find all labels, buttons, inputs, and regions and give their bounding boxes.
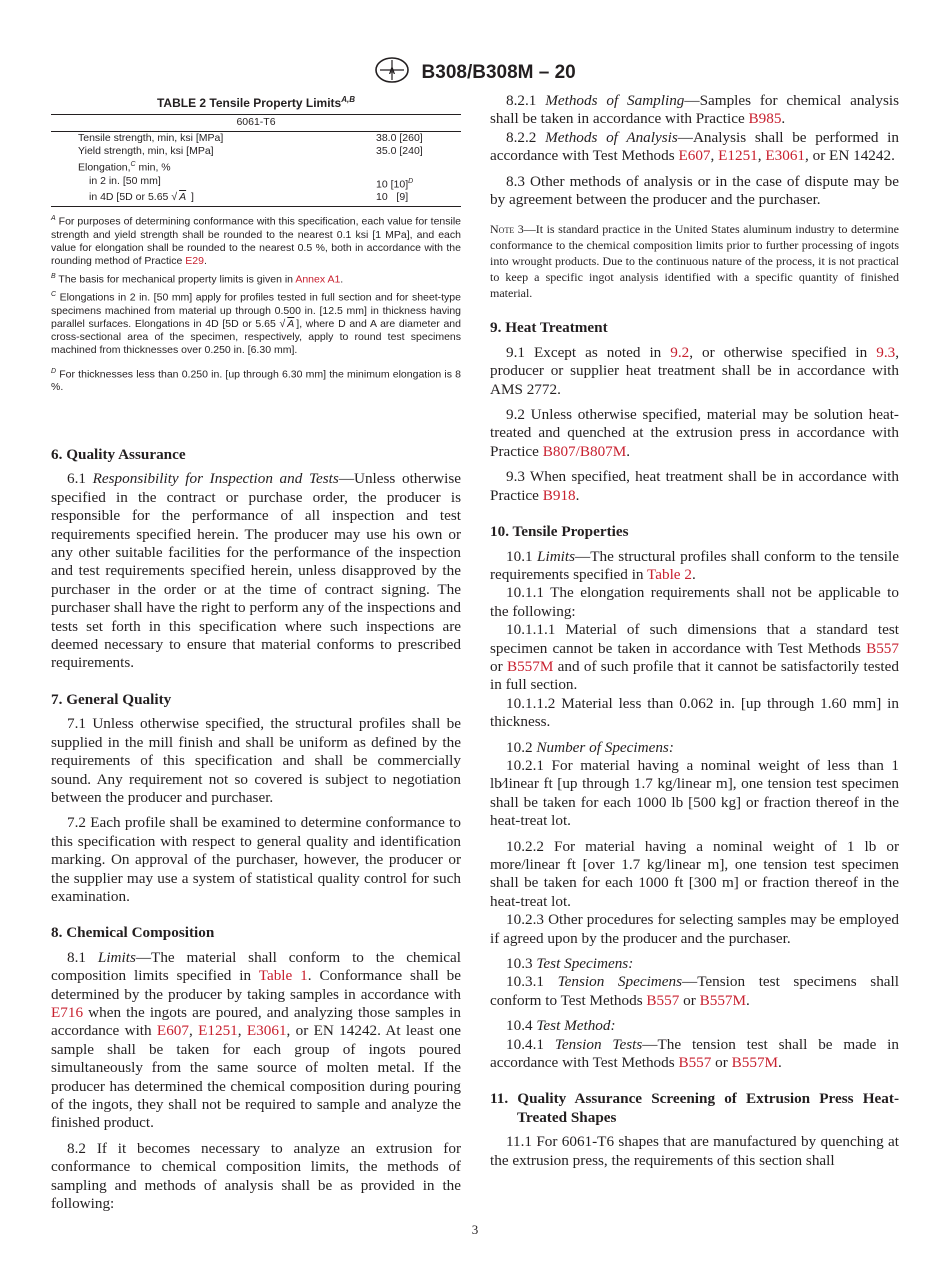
link-e1251[interactable]: E1251	[718, 147, 758, 165]
link-e716[interactable]: E716	[51, 1003, 84, 1021]
link-e607[interactable]: E607	[156, 1022, 189, 1040]
table-row: Tensile strength, min, ksi [MPa] 38.0 [260]	[78, 132, 423, 144]
paragraph-10-3: 10.3 Test Specimens:	[506, 955, 634, 973]
section-11-heading: 11. Quality Assurance Screening of Extrusion Press Heat-Treated Shapes	[490, 1090, 899, 1126]
link-e3061[interactable]: E3061	[765, 147, 806, 165]
link-e29[interactable]: E29	[185, 254, 204, 267]
table-row: Yield strength, min, ksi [MPa] 35.0 [240]	[78, 145, 423, 157]
link-b557[interactable]: B557	[866, 639, 899, 657]
link-9-2[interactable]: 9.2	[670, 343, 690, 361]
paragraph-8-2: 8.2 If it becomes necessary to analyze an extrusion for conformance to chemical composition limits, the methods of sampling and methods of analysis shall be as provided in the following:	[51, 1139, 461, 1213]
paragraph-9-2: 9.2 Unless otherwise specified, material may be solution heat-treated and quenched at the extrusion press in accordance with Practice B807/B807M.	[490, 406, 899, 460]
section-9-heading: 9. Heat Treatment	[490, 319, 608, 337]
paragraph-11-1: 11.1 For 6061-T6 shapes that are manufactured by quenching at the extrusion press, the requirements of this section shall	[490, 1133, 899, 1169]
link-b918[interactable]: B918	[542, 486, 576, 504]
left-column	[51, 92, 461, 1213]
link-b985[interactable]: B985	[748, 110, 782, 128]
paragraph-9-1: 9.1 Except as noted in 9.2, or otherwise specified in 9.3, producer or supplier heat treatment shall be in accordance with AMS 2772.	[490, 343, 899, 398]
section-6-heading: 6. Quality Assurance	[51, 446, 186, 463]
paragraph-8-3: 8.3 Other methods of analysis or in the case of dispute may be by agreement between the producer and the purchaser.	[490, 172, 899, 209]
paragraph-8-1: 8.1 Limits—The material shall conform to the chemical composition limits specified in Table 1. Conformance shall be determined by the producer by taking samples in accordance with E716 when the ingots are poured, and analyzing those samples in accordance with E607, E1251, E3061, or EN 14242. At least one sample shall be taken for each group of ingots poured simultaneously from the same source of molten metal. If the producer has determined the chemical composition during pouring of the ingots, they shall not be required to sample and analyze the finished product.	[51, 948, 462, 1132]
page-header	[0, 56, 950, 90]
link-annex-a1[interactable]: Annex A1	[295, 273, 341, 285]
paragraph-10-4: 10.4 Test Method:	[506, 1017, 616, 1035]
link-9-3[interactable]: 9.3	[876, 343, 896, 361]
paragraph-10-2-2: 10.2.2 For material having a nominal weight of 1 lb or more/linear ft [over 1.7 kg/linear m], one tension test specimen shall be taken for each 1000 ft [300 m] or fraction thereof in the heat-treat lot.	[490, 837, 899, 910]
table-2-alloy-header: 6061-T6	[51, 115, 461, 132]
table-footnote-a: $^A$ For purposes of determining conformance with this specification, each value for tensile strength and yield strength shall be rounded to the nearest 0.1 ksi [1 MPa], and each value for elongation shall be rounded to the nearest 0.5 %, both in accordance with the rounding method of Practice E29.	[51, 215, 461, 267]
link-table-1[interactable]: Table 1	[258, 967, 308, 985]
svg-text:A: A	[389, 66, 396, 76]
right-column	[490, 92, 899, 1170]
table-row: in 2 in. [50 mm] 10 $[10]^D$	[89, 174, 414, 190]
paragraph-10-3-1: 10.3.1 Tension Specimens—Tension test specimens shall conform to Test Methods B557 or B557M.	[490, 973, 899, 1009]
section-7-heading: 7. General Quality	[51, 690, 172, 708]
paragraph-7-1: 7.1 Unless otherwise specified, the structural profiles shall be supplied in the mill finish and shall be uniform as defined by the requirements of this specification and shall be commercially sound. Any requirement not so covered is subject to negotiation between the producer and purchaser.	[51, 715, 461, 806]
paragraph-6-1: 6.1 Responsibility for Inspection and Tests—Unless otherwise specified in the contract or purchase order, the producer is responsible for the performance of all inspection and test requirements specified herein. The producer may use his own or any other suitable facilities for the performance of the inspection and test requirements specified herein, unless disapproved by the purchaser in the order or at the time of contract signing. The purchaser shall have the right to perform any of the inspections and tests set forth in this specification where such inspections are deemed necessary to ensure that material conforms to prescribed requirements.	[51, 470, 462, 672]
section-10-heading: 10. Tensile Properties	[490, 523, 629, 541]
page-number: 3	[471, 1222, 479, 1237]
paragraph-10-2: 10.2 Number of Specimens:	[506, 738, 674, 756]
link-b557[interactable]: B557	[678, 1054, 712, 1072]
table-2	[51, 114, 461, 207]
paragraph-8-2-2: 8.2.2 Methods of Analysis—Analysis shall be performed in accordance with Test Methods E607, E1251, E3061, or EN 14242.	[490, 128, 899, 165]
link-b557m[interactable]: B557M	[731, 1054, 779, 1072]
link-b807[interactable]: B807/B807M	[542, 442, 627, 460]
table-2-title: TABLE 2 Tensile Property Limits$^{A,B}$	[156, 95, 356, 110]
link-b557[interactable]: B557	[646, 991, 680, 1009]
paragraph-10-1-1-2: 10.1.1.2 Material less than 0.062 in. [up through 1.60 mm] in thickness.	[490, 694, 899, 731]
table-footnote-c: $^C$ Elongations in 2 in. [50 mm] apply for profiles tested in full section and for sheet-type specimens machined from material up through 0.500 in. [12.5 mm] in thickness having parallel surfaces. Elongations in 4D [5D or 5.65 √ A ], where D and A are diameter and cross-sectional area of the specimen, respectively, apply to round test specimens machined from thicknesses over 0.250 in. [6.30 mm].	[51, 291, 461, 356]
document-designation: B308/B308M – 20	[421, 62, 576, 83]
table-row: in 4D [5D or 5.65 √ A ] 10 [9]	[51, 191, 461, 207]
paragraph-10-2-1: 10.2.1 For material having a nominal weight of less than 1 lb⁄linear ft [up through 1.7 kg/linear m], one tension test specimen shall be taken for each 1000 lb [500 kg] or fraction thereof in the heat-treat lot.	[490, 756, 899, 830]
note-3: Note 3—It is standard practice in the United States aluminum industry to determine conformance to the chemical composition limits prior to further processing of ingots into wrought products. Due to the continuous nature of the process, it is not practical to keep a specific ingot analysis identified with a specific quantity of finished material.	[490, 222, 899, 301]
table-row: Elongation,$^C$ min, %	[78, 161, 171, 174]
link-e607[interactable]: E607	[678, 147, 711, 165]
table-footnote-d: $^D$ For thicknesses less than 0.250 in. [up through 6.30 mm] the minimum elongation is 8 %.	[51, 367, 461, 393]
paragraph-10-1-1: 10.1.1 The elongation requirements shall not be applicable to the following:	[490, 584, 899, 620]
link-b557m[interactable]: B557M	[506, 657, 554, 675]
paragraph-10-2-3: 10.2.3 Other procedures for selecting samples may be employed if agreed upon by the producer and the purchaser.	[490, 911, 899, 947]
paragraph-10-1: 10.1 Limits—The structural profiles shall conform to the tensile requirements specified in Table 2.	[490, 547, 899, 583]
link-e1251[interactable]: E1251	[198, 1022, 238, 1040]
paragraph-8-2-1: 8.2.1 Methods of Sampling—Samples for chemical analysis shall be taken in accordance with Practice B985.	[490, 92, 899, 128]
link-e3061[interactable]: E3061	[246, 1022, 287, 1040]
section-8-heading: 8. Chemical Composition	[51, 924, 215, 942]
link-b557m[interactable]: B557M	[699, 991, 747, 1009]
paragraph-10-1-1-1: 10.1.1.1 Material of such dimensions that a standard test specimen cannot be taken in accordance with Test Methods B557 or B557M and of such profile that it cannot be satisfactorily tested in full section.	[490, 621, 899, 694]
paragraph-10-4-1: 10.4.1 Tension Tests—The tension test shall be made in accordance with Test Methods B557 or B557M.	[490, 1035, 899, 1072]
table-footnote-b: $^B$ The basis for mechanical property limits is given in Annex A1.	[51, 272, 344, 285]
paragraph-9-3: 9.3 When specified, heat treatment shall be in accordance with Practice B918.	[490, 468, 899, 504]
link-table-2[interactable]: Table 2	[647, 565, 692, 583]
astm-logo-icon	[374, 56, 410, 90]
paragraph-7-2: 7.2 Each profile shall be examined to determine conformance to this specification with respect to general quality and identification marking. On approval of the purchaser, however, the producer or the supplier may use a system of statistical quality control for such examination.	[51, 814, 461, 905]
